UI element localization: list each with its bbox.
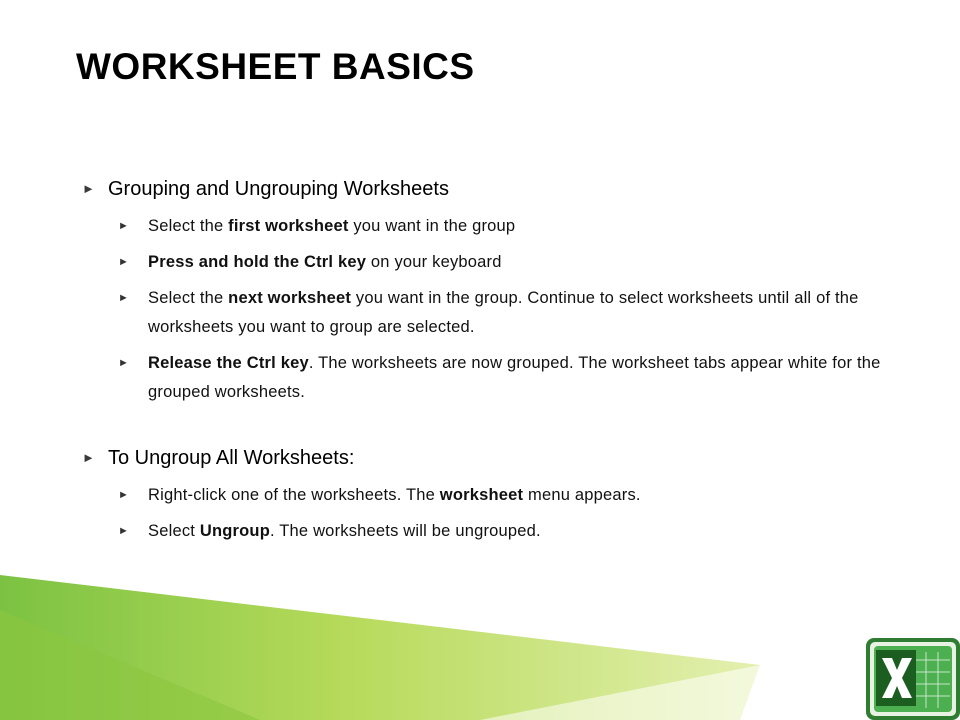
bullet-text [148,212,515,241]
text-run: Right-click one of the worksheets. The [148,486,440,504]
bullet-arrow-icon: ► [118,525,129,537]
bullet-arrow-icon: ► [82,450,95,465]
bullet-text [148,248,502,277]
bold-text-run: Ungroup [199,522,270,540]
text-run: Select [148,522,200,540]
excel-icon [866,638,960,720]
bullet-item [118,481,882,510]
bullet-item [118,517,882,546]
bullet-text [148,481,641,510]
bullet-item [118,212,882,241]
slide-title: WORKSHEET BASICS [76,46,475,87]
bullet-arrow-icon: ► [82,181,95,196]
bold-text-run: Press and hold the Ctrl key [148,253,367,271]
bullet-arrow-icon: ► [118,292,129,304]
bullet-arrow-icon: ► [118,357,129,369]
text-run: Select the [148,289,229,307]
bold-text-run: first worksheet [228,217,349,235]
section-heading-row [82,445,882,471]
section-heading-row [82,176,882,202]
bullet-list [118,481,882,546]
text-run: you want in the group. Continue to select worksheets until all of the worksheets you want to group are selected. [148,289,859,336]
section-heading: To Ungroup All Worksheets: [108,447,355,469]
bullet-text [148,349,882,407]
bold-text-run: Release the Ctrl key [148,354,309,372]
bullet-item [118,248,882,277]
bullet-list [118,212,882,407]
bullet-text [148,517,541,546]
bold-text-run: next worksheet [228,289,352,307]
bullet-item [118,284,882,342]
text-run: menu appears. [523,486,641,504]
section-heading: Grouping and Ungrouping Worksheets [108,178,449,200]
section-grouping [82,176,882,414]
text-run: you want in the group [348,217,516,235]
text-run: on your keyboard [366,253,502,271]
text-run: . The worksheets are now grouped. The worksheet tabs appear white for the grouped worksheets. [148,354,881,401]
bullet-item [118,349,882,407]
bullet-arrow-icon: ► [118,489,129,501]
section-ungroup [82,445,882,553]
text-run: Select the [148,217,229,235]
bold-text-run: worksheet [439,486,524,504]
text-run: . The worksheets will be ungrouped. [269,522,541,540]
bullet-arrow-icon: ► [118,256,129,268]
bullet-arrow-icon: ► [118,220,129,232]
bullet-text [148,284,882,342]
